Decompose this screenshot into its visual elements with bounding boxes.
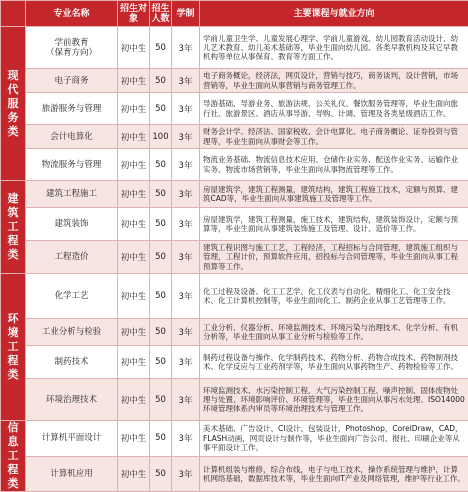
major-name: 学前教育 （保育方向） [26,27,118,69]
years-cell: 3年 [172,93,200,125]
table-body [1,27,468,492]
years-cell: 3年 [172,346,200,379]
count-cell: 50 [150,456,172,492]
courses-cell: 环境监测技术、水污染控制工程、大气污染控制工程、噪声控制、固体废物处理与处置、环境影响评价、环境管理等，毕业生面向从事污水处理、ISO14000环境管理体系内审员等环境治理技术与管理工作。 [200,379,468,421]
courses-cell: 计算机组装与维修，综合布线，电子与电工技术，操作系统管理与维护，计算机网络基础，数据库技术等，毕业生面向IT产业及网络管理，维护等行业工作。 [200,456,468,492]
courses-cell: 制药过程设备与操作、化学制药技术、药物分析、药物合成技术、药物制剂技术、化学反应与工业药剂学等，毕业生面向从事药物生产、药物检验等工作。 [200,346,468,379]
courses-cell: 工业分析、仪器分析、环境监测技术、环境污染与治理技术、化学分析、有机分析等，毕业生面向从事工业分析与检验等工作。 [200,319,468,346]
target-cell: 初中生 [118,379,150,421]
target-cell: 初中生 [118,149,150,181]
table-row [1,421,468,457]
target-cell: 初中生 [118,421,150,457]
years-cell: 3年 [172,125,200,149]
count-cell: 50 [150,93,172,125]
header-count: 招生人数 [150,1,172,27]
count-cell: 50 [150,421,172,457]
count-cell: 100 [150,125,172,149]
header-courses: 主要课程与就业方向 [200,1,468,27]
major-name: 工程造价 [26,241,118,274]
category-cell [1,421,26,492]
target-cell: 初中生 [118,125,150,149]
table-row [1,181,468,208]
table-row [1,456,468,492]
table-row [1,208,468,241]
target-cell: 初中生 [118,456,150,492]
major-name: 制药技术 [26,346,118,379]
header-major: 专业名称 [26,1,118,27]
target-cell: 初中生 [118,241,150,274]
courses-cell: 电子商务概论，经济法，网页设计，营销与技巧，商务谈判，设计营销，市场营销等，毕业生面向从事营销与商务管理工作。 [200,69,468,93]
years-cell: 3年 [172,319,200,346]
header-category [1,1,26,27]
major-name: 计算机平面设计 [26,421,118,457]
count-cell: 50 [150,379,172,421]
years-cell: 3年 [172,274,200,319]
table-row [1,379,468,421]
major-name: 工业分析与检验 [26,319,118,346]
category-cell [1,181,26,274]
major-name: 电子商务 [26,69,118,93]
years-cell: 3年 [172,149,200,181]
target-cell: 初中生 [118,208,150,241]
table-row [1,241,468,274]
target-cell: 初中生 [118,346,150,379]
table-row [1,149,468,181]
years-cell: 3年 [172,69,200,93]
table-row [1,274,468,319]
target-cell: 初中生 [118,181,150,208]
category-cell [1,27,26,181]
years-cell: 3年 [172,379,200,421]
major-name: 化学工艺 [26,274,118,319]
count-cell: 50 [150,149,172,181]
count-cell: 50 [150,69,172,93]
target-cell: 初中生 [118,274,150,319]
header-years: 学制 [172,1,200,27]
count-cell: 50 [150,241,172,274]
courses-cell: 房屋建筑学，建筑工程测量，施工技术，建筑结构，建筑装饰设计，定额与预算等，毕业生面向从事建筑装饰施工及管理、设计、造价等工作。 [200,208,468,241]
count-cell: 50 [150,274,172,319]
table-row [1,69,468,93]
category-label: 环境工程类 [7,312,19,382]
count-cell: 50 [150,346,172,379]
count-cell: 50 [150,208,172,241]
target-cell: 初中生 [118,319,150,346]
major-name: 建筑工程施工 [26,181,118,208]
courses-cell: 学前儿童卫生学、儿童发展心理学、学前儿童游戏、幼儿园教育活动设计、幼儿艺术教育、幼儿美术基础等，毕业生面向幼儿园、各类早教机构及其它早教机构等单位从事保育、教育等方面工作。 [200,27,468,69]
years-cell: 3年 [172,456,200,492]
category-label: 建筑工程类 [7,192,19,262]
courses-cell: 房屋建筑学，建筑工程测量，建筑结构，建筑工程施工技术，定额与预算、建筑CAD等，毕业生面向从事建筑施工及管理等工作。 [200,181,468,208]
courses-cell: 美术基础、广告设计、CI设计、包装设计，Photoshop，CorelDraw，CAD，FLASH动画，网页设计与制作等，毕业生面向广告公司、报社、印刷企业等从事平面设计工作。 [200,421,468,457]
courses-cell: 建筑工程识图与施工工艺，工程经济，工程招标与合同管理，建筑施工组织与管理，工程计价，预算软件应用，招投标与合同管理等，毕业生面向从事工程预算等工作。 [200,241,468,274]
courses-cell: 导游基础、导游业务、旅游法规、公关礼仪、餐饮服务管理等，毕业生面向旅行社、旅游景区、酒店从事导游、导购、计调、管理及各类星级酒店工作。 [200,93,468,125]
years-cell: 3年 [172,421,200,457]
count-cell: 50 [150,181,172,208]
target-cell: 初中生 [118,93,150,125]
years-cell: 3年 [172,181,200,208]
category-label: 现代服务类 [7,69,19,139]
table-row [1,125,468,149]
courses-cell: 物流业务基础、物流信息技术应用、仓储作业实务、配送作业实务、运输作业实务、物流市场营销等，毕业生面向从事物流管理等工作。 [200,149,468,181]
years-cell: 3年 [172,241,200,274]
years-cell: 3年 [172,208,200,241]
count-cell: 50 [150,319,172,346]
major-name: 计算机应用 [26,456,118,492]
major-name: 物流服务与管理 [26,149,118,181]
table-row [1,93,468,125]
count-cell: 50 [150,27,172,69]
major-name: 建筑装饰 [26,208,118,241]
courses-cell: 财务会计学、经济法、国家税收、会计电算化、电子商务概论、证券投资与管理等，毕业生面向从事财会等工作。 [200,125,468,149]
category-label: 信息工程类 [7,421,19,491]
table-header-row [1,1,468,27]
category-cell [1,274,26,421]
courses-cell: 化工过程及设备、化工工艺学、化工仪表与自动化、精细化工、化工安全技术、化工计算机控制等，毕业生面向化工、制药企业从事工艺管理等工作。 [200,274,468,319]
major-name: 会计电算化 [26,125,118,149]
target-cell: 初中生 [118,69,150,93]
target-cell: 初中生 [118,27,150,69]
header-target: 招生对象 [118,1,150,27]
table-row [1,27,468,69]
major-name: 环境治理技术 [26,379,118,421]
table-row [1,319,468,346]
table-row [1,346,468,379]
years-cell: 3年 [172,27,200,69]
major-name: 旅游服务与管理 [26,93,118,125]
